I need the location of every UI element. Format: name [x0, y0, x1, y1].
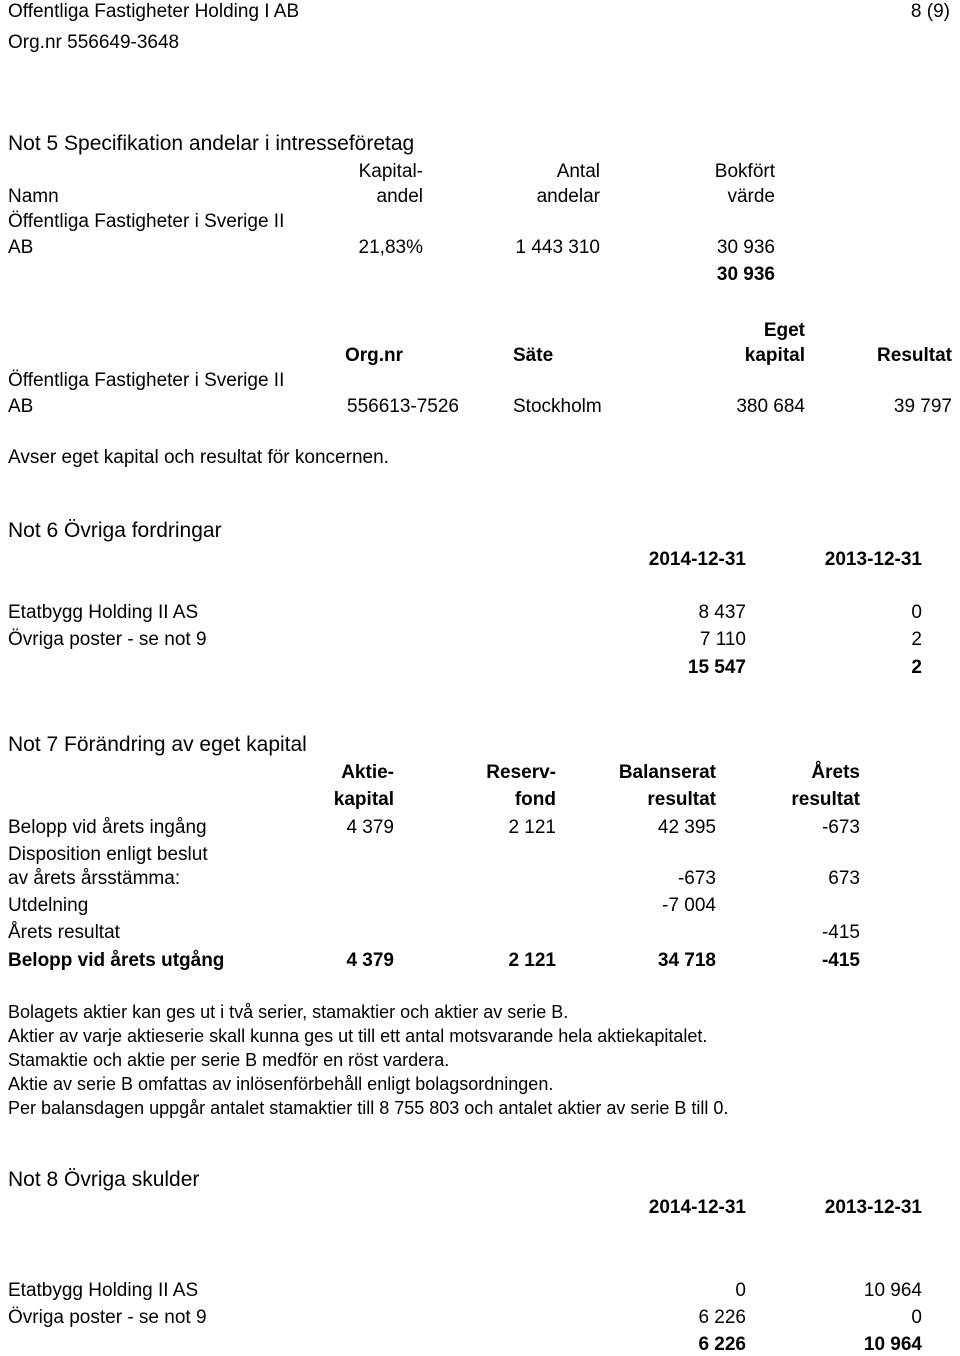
note7-cell: -415: [821, 950, 860, 971]
note7-cell: -7 004: [662, 895, 716, 916]
note7-cell: 34 718: [657, 950, 716, 971]
note8-row-value-2014: 0: [735, 1280, 746, 1301]
note6-total-2013: 2: [911, 657, 922, 678]
note8-row-value-2013: 10 964: [863, 1280, 922, 1301]
org-number: Org.nr 556649-3648: [8, 32, 180, 53]
note7-col-arets-2: resultat: [791, 789, 860, 810]
note6-col-2014: 2014-12-31: [648, 549, 746, 570]
note7-col-balanserat-2: resultat: [647, 789, 716, 810]
note5-col-kapital-2: andel: [376, 186, 423, 207]
note5-t2-eget: 380 684: [736, 396, 805, 417]
note8-row-label: Övriga poster - se not 9: [8, 1307, 207, 1328]
note5-t2-resultat: 39 797: [893, 396, 952, 417]
note5-row-bokfort: 30 936: [716, 237, 775, 258]
note7-cell: 4 379: [346, 817, 394, 838]
note7-col-reservfond-2: fond: [514, 789, 556, 810]
note7-text-line: Stamaktie och aktie per serie B medför en röst vardera.: [8, 1050, 450, 1070]
note5-col-resultat: Resultat: [877, 345, 952, 366]
note5-row-kapital: 21,83%: [358, 237, 423, 258]
note5-row-name-1: Öffentliga Fastigheter i Sverige II: [8, 211, 285, 232]
note6-row-value-2013: 2: [911, 629, 922, 650]
note7-row-label: av årets årsstämma:: [8, 868, 181, 889]
note5-row-antal: 1 443 310: [515, 237, 600, 258]
note7-text-line: Bolagets aktier kan ges ut i två serier, stamaktier och aktier av serie B.: [8, 1002, 569, 1022]
note7-row-label: Belopp vid årets utgång: [8, 950, 225, 971]
note7-cell: 2 121: [508, 817, 556, 838]
note5-col-bokfort-1: Bokfört: [714, 161, 775, 182]
note6-total-2014: 15 547: [687, 657, 746, 678]
note8-row-value-2014: 6 226: [698, 1307, 746, 1328]
note7-cell: 42 395: [657, 817, 716, 838]
note8-total-2013: 10 964: [863, 1334, 922, 1355]
note5-t2-name-2: AB: [8, 396, 34, 417]
note8-col-2014: 2014-12-31: [648, 1197, 746, 1218]
note5-t2-org: 556613-7526: [347, 396, 459, 417]
note7-text-line: Aktie av serie B omfattas av inlösenförbehåll enligt bolagsordningen.: [8, 1074, 554, 1094]
note7-col-aktiekapital-2: kapital: [333, 789, 394, 810]
note5-col-bokfort-2: värde: [727, 186, 775, 207]
note8-row-label: Etatbygg Holding II AS: [8, 1280, 199, 1301]
note5-col-antal-2: andelar: [536, 186, 600, 207]
note7-cell: 4 379: [346, 950, 394, 971]
note7-text-line: Aktier av varje aktieserie skall kunna ges ut till ett antal motsvarande hela aktiekapitalet.: [8, 1026, 708, 1046]
note6-row-value-2013: 0: [911, 602, 922, 623]
note7-row-label: Årets resultat: [8, 922, 120, 943]
note7-col-aktiekapital-1: Aktie-: [341, 762, 394, 783]
note7-cell: -673: [677, 868, 716, 889]
note5-col-namn: Namn: [8, 186, 59, 207]
note8-col-2013: 2013-12-31: [824, 1197, 922, 1218]
note5-title: Not 5 Specifikation andelar i intresseföretag: [8, 132, 415, 155]
note5-t2-sate: Stockholm: [513, 396, 602, 417]
note8-title: Not 8 Övriga skulder: [8, 1168, 200, 1191]
note7-col-arets-1: Årets: [811, 762, 860, 783]
note6-title: Not 6 Övriga fordringar: [8, 519, 222, 542]
note7-row-label: Utdelning: [8, 895, 89, 916]
note7-row-label: Belopp vid årets ingång: [8, 817, 207, 838]
note7-cell: 2 121: [508, 950, 556, 971]
note7-col-reservfond-1: Reserv-: [486, 762, 556, 783]
note5-col-org: Org.nr: [344, 345, 403, 366]
note5-t2-name-1: Öffentliga Fastigheter i Sverige II: [8, 370, 285, 391]
note7-cell: 673: [828, 868, 860, 889]
note7-title: Not 7 Förändring av eget kapital: [8, 733, 307, 756]
page-number: 8 (9): [910, 1, 950, 22]
note5-col-eget-2: kapital: [744, 345, 805, 366]
note6-row-value-2014: 8 437: [698, 602, 746, 623]
note5-row-name-2: AB: [8, 237, 34, 258]
note7-cell: -415: [821, 922, 860, 943]
note7-col-balanserat-1: Balanserat: [618, 762, 716, 783]
note6-row-label: Övriga poster - se not 9: [8, 629, 207, 650]
note5-col-antal-1: Antal: [556, 161, 600, 182]
company-name: Offentliga Fastigheter Holding I AB: [8, 1, 300, 22]
note5-col-kapital-1: Kapital-: [358, 161, 423, 182]
note8-total-2014: 6 226: [698, 1334, 746, 1355]
note6-col-2013: 2013-12-31: [824, 549, 922, 570]
note7-text-line: Per balansdagen uppgår antalet stamaktier till 8 755 803 och antalet aktier av serie B till 0.: [8, 1098, 729, 1118]
note5-footnote: Avser eget kapital och resultat för koncernen.: [8, 447, 389, 468]
note5-total: 30 936: [716, 264, 775, 285]
note7-cell: -673: [821, 817, 860, 838]
note7-row-label: Disposition enligt beslut: [8, 844, 208, 865]
note6-row-value-2014: 7 110: [699, 629, 746, 650]
note6-row-label: Etatbygg Holding II AS: [8, 602, 199, 623]
note5-col-sate: Säte: [513, 345, 554, 366]
note5-col-eget-1: Eget: [763, 320, 805, 341]
note8-row-value-2013: 0: [911, 1307, 922, 1328]
